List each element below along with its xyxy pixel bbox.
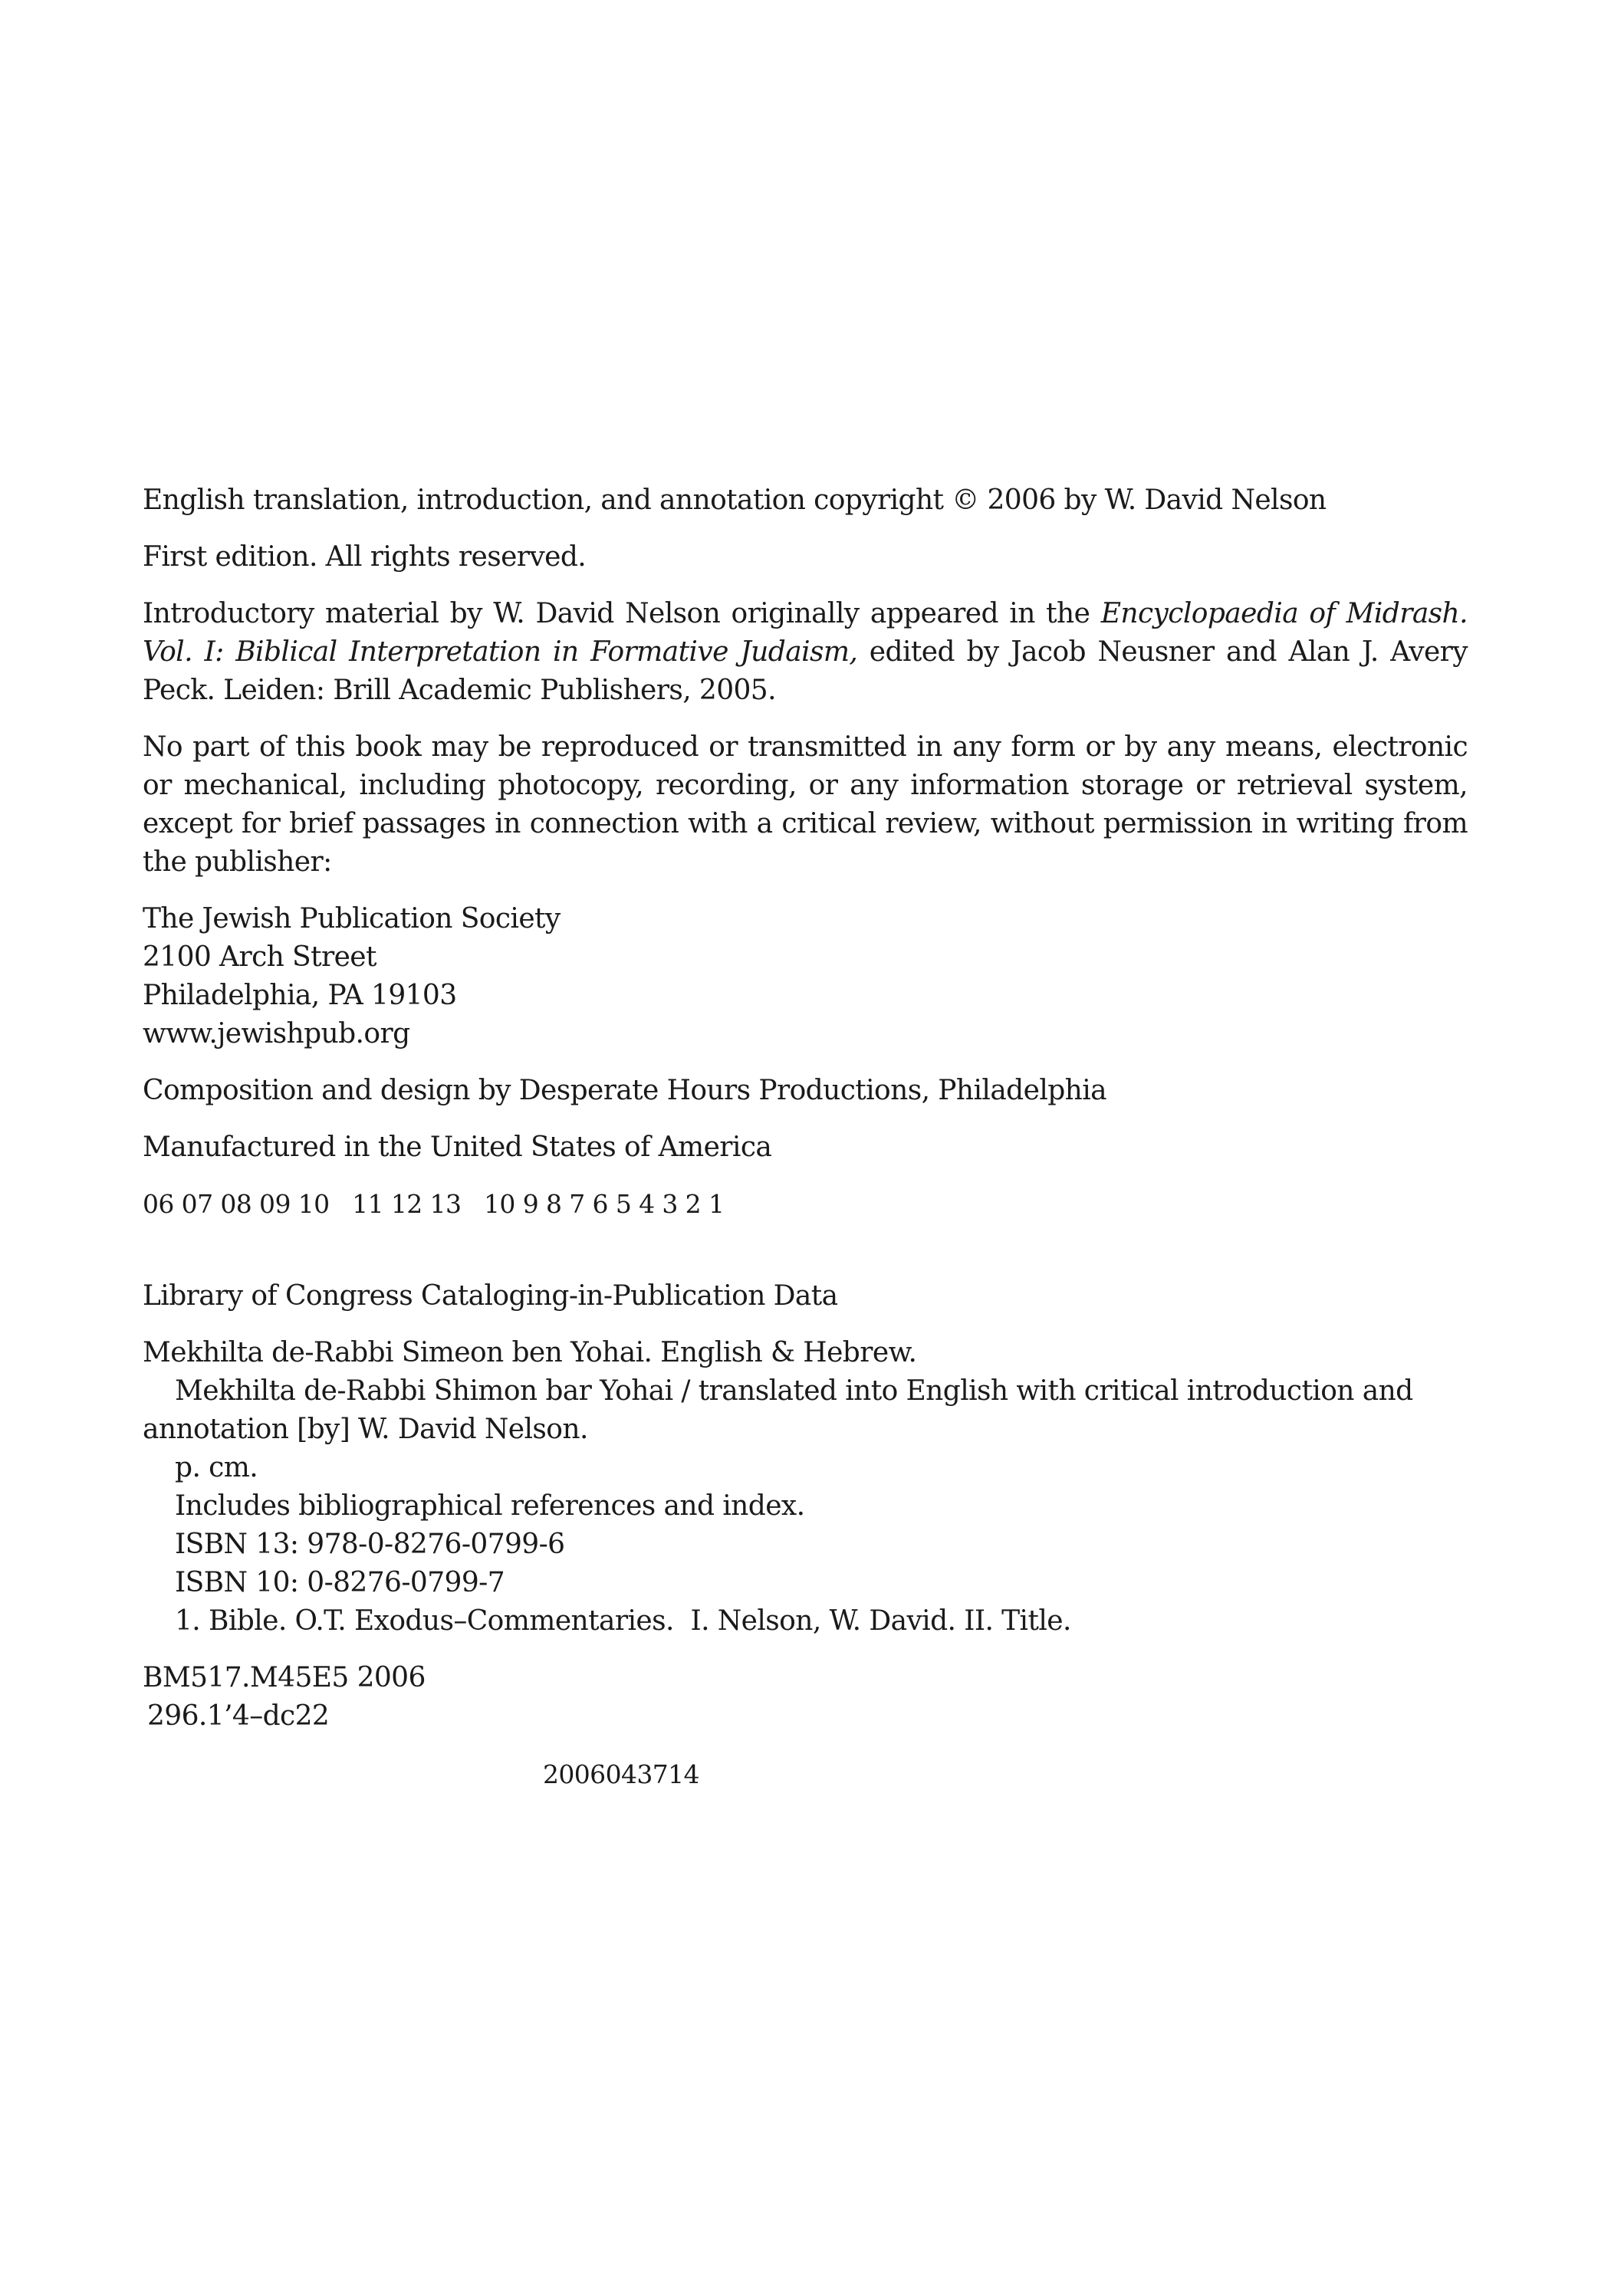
publisher-city: Philadelphia, PA 19103: [143, 980, 457, 1011]
publisher-name: The Jewish Publication Society: [143, 903, 561, 934]
cip-title-statement: Mekhilta de-Rabbi Shimon bar Yohai / translated into English with critical introduction and annotation [by] W. David Nelson.: [143, 1375, 1413, 1445]
composition-credit: Composition and design by Desperate Hours Productions, Philadelphia: [143, 1075, 1107, 1106]
introductory-material-note: [143, 595, 1468, 710]
printing-line: 06 07 08 09 10 11 12 13 10 9 8 7 6 5 4 3 2 1: [143, 1189, 725, 1219]
cip-main-entry: Mekhilta de-Rabbi Simeon ben Yohai. English & Hebrew.: [143, 1337, 917, 1368]
introductory-text-before: Introductory material by W. David Nelson originally appeared in the: [143, 598, 1101, 629]
cip-line-isbn10: ISBN 10: 0-8276-0799-7: [175, 1567, 505, 1598]
copyright-line: English translation, introduction, and annotation copyright © 2006 by W. David Nelson: [143, 484, 1327, 516]
encyclopaedia-title: Encyclopaedia of Midrash. Vol. I: Biblical Interpretation in Formative Judaism,: [143, 598, 1468, 668]
edition-notice: First edition. All rights reserved.: [143, 541, 587, 573]
cip-dewey-number: 296.1’4–dc22: [147, 1700, 330, 1732]
cip-heading: Library of Congress Cataloging-in-Publication Data: [143, 1280, 838, 1312]
cip-call-number: BM517.M45E5 2006: [143, 1662, 426, 1693]
cip-block: [143, 1334, 1468, 1641]
copyright-page: [143, 481, 1468, 1812]
manufactured-notice: Manufactured in the United States of America: [143, 1132, 772, 1163]
publisher-address: [143, 900, 1468, 1053]
cip-line-isbn13: ISBN 13: 978-0-8276-0799-6: [175, 1529, 565, 1560]
publisher-street: 2100 Arch Street: [143, 941, 376, 973]
rights-notice: No part of this book may be reproduced or transmitted in any form or by any means, electronic or mechanical, including photocopy, recording, or any information storage or retrieval system, except for brief passages in connection with a critical review, without permission in writing from the publisher:: [143, 731, 1468, 878]
publisher-website: www.jewishpub.org: [143, 1018, 410, 1049]
cip-line-bibliography: Includes bibliographical references and index.: [175, 1490, 805, 1522]
cip-classification: [143, 1659, 1468, 1736]
cip-lccn: 2006043714: [543, 1759, 699, 1789]
introductory-text-after: edited by Jacob Neusner and Alan J. Avery Peck. Leiden: Brill Academic Publishers, 2005.: [143, 636, 1468, 706]
cip-line-subjects: 1. Bible. O.T. Exodus–Commentaries. I. Nelson, W. David. II. Title.: [175, 1605, 1071, 1637]
cip-line-pagination: p. cm.: [175, 1452, 258, 1483]
